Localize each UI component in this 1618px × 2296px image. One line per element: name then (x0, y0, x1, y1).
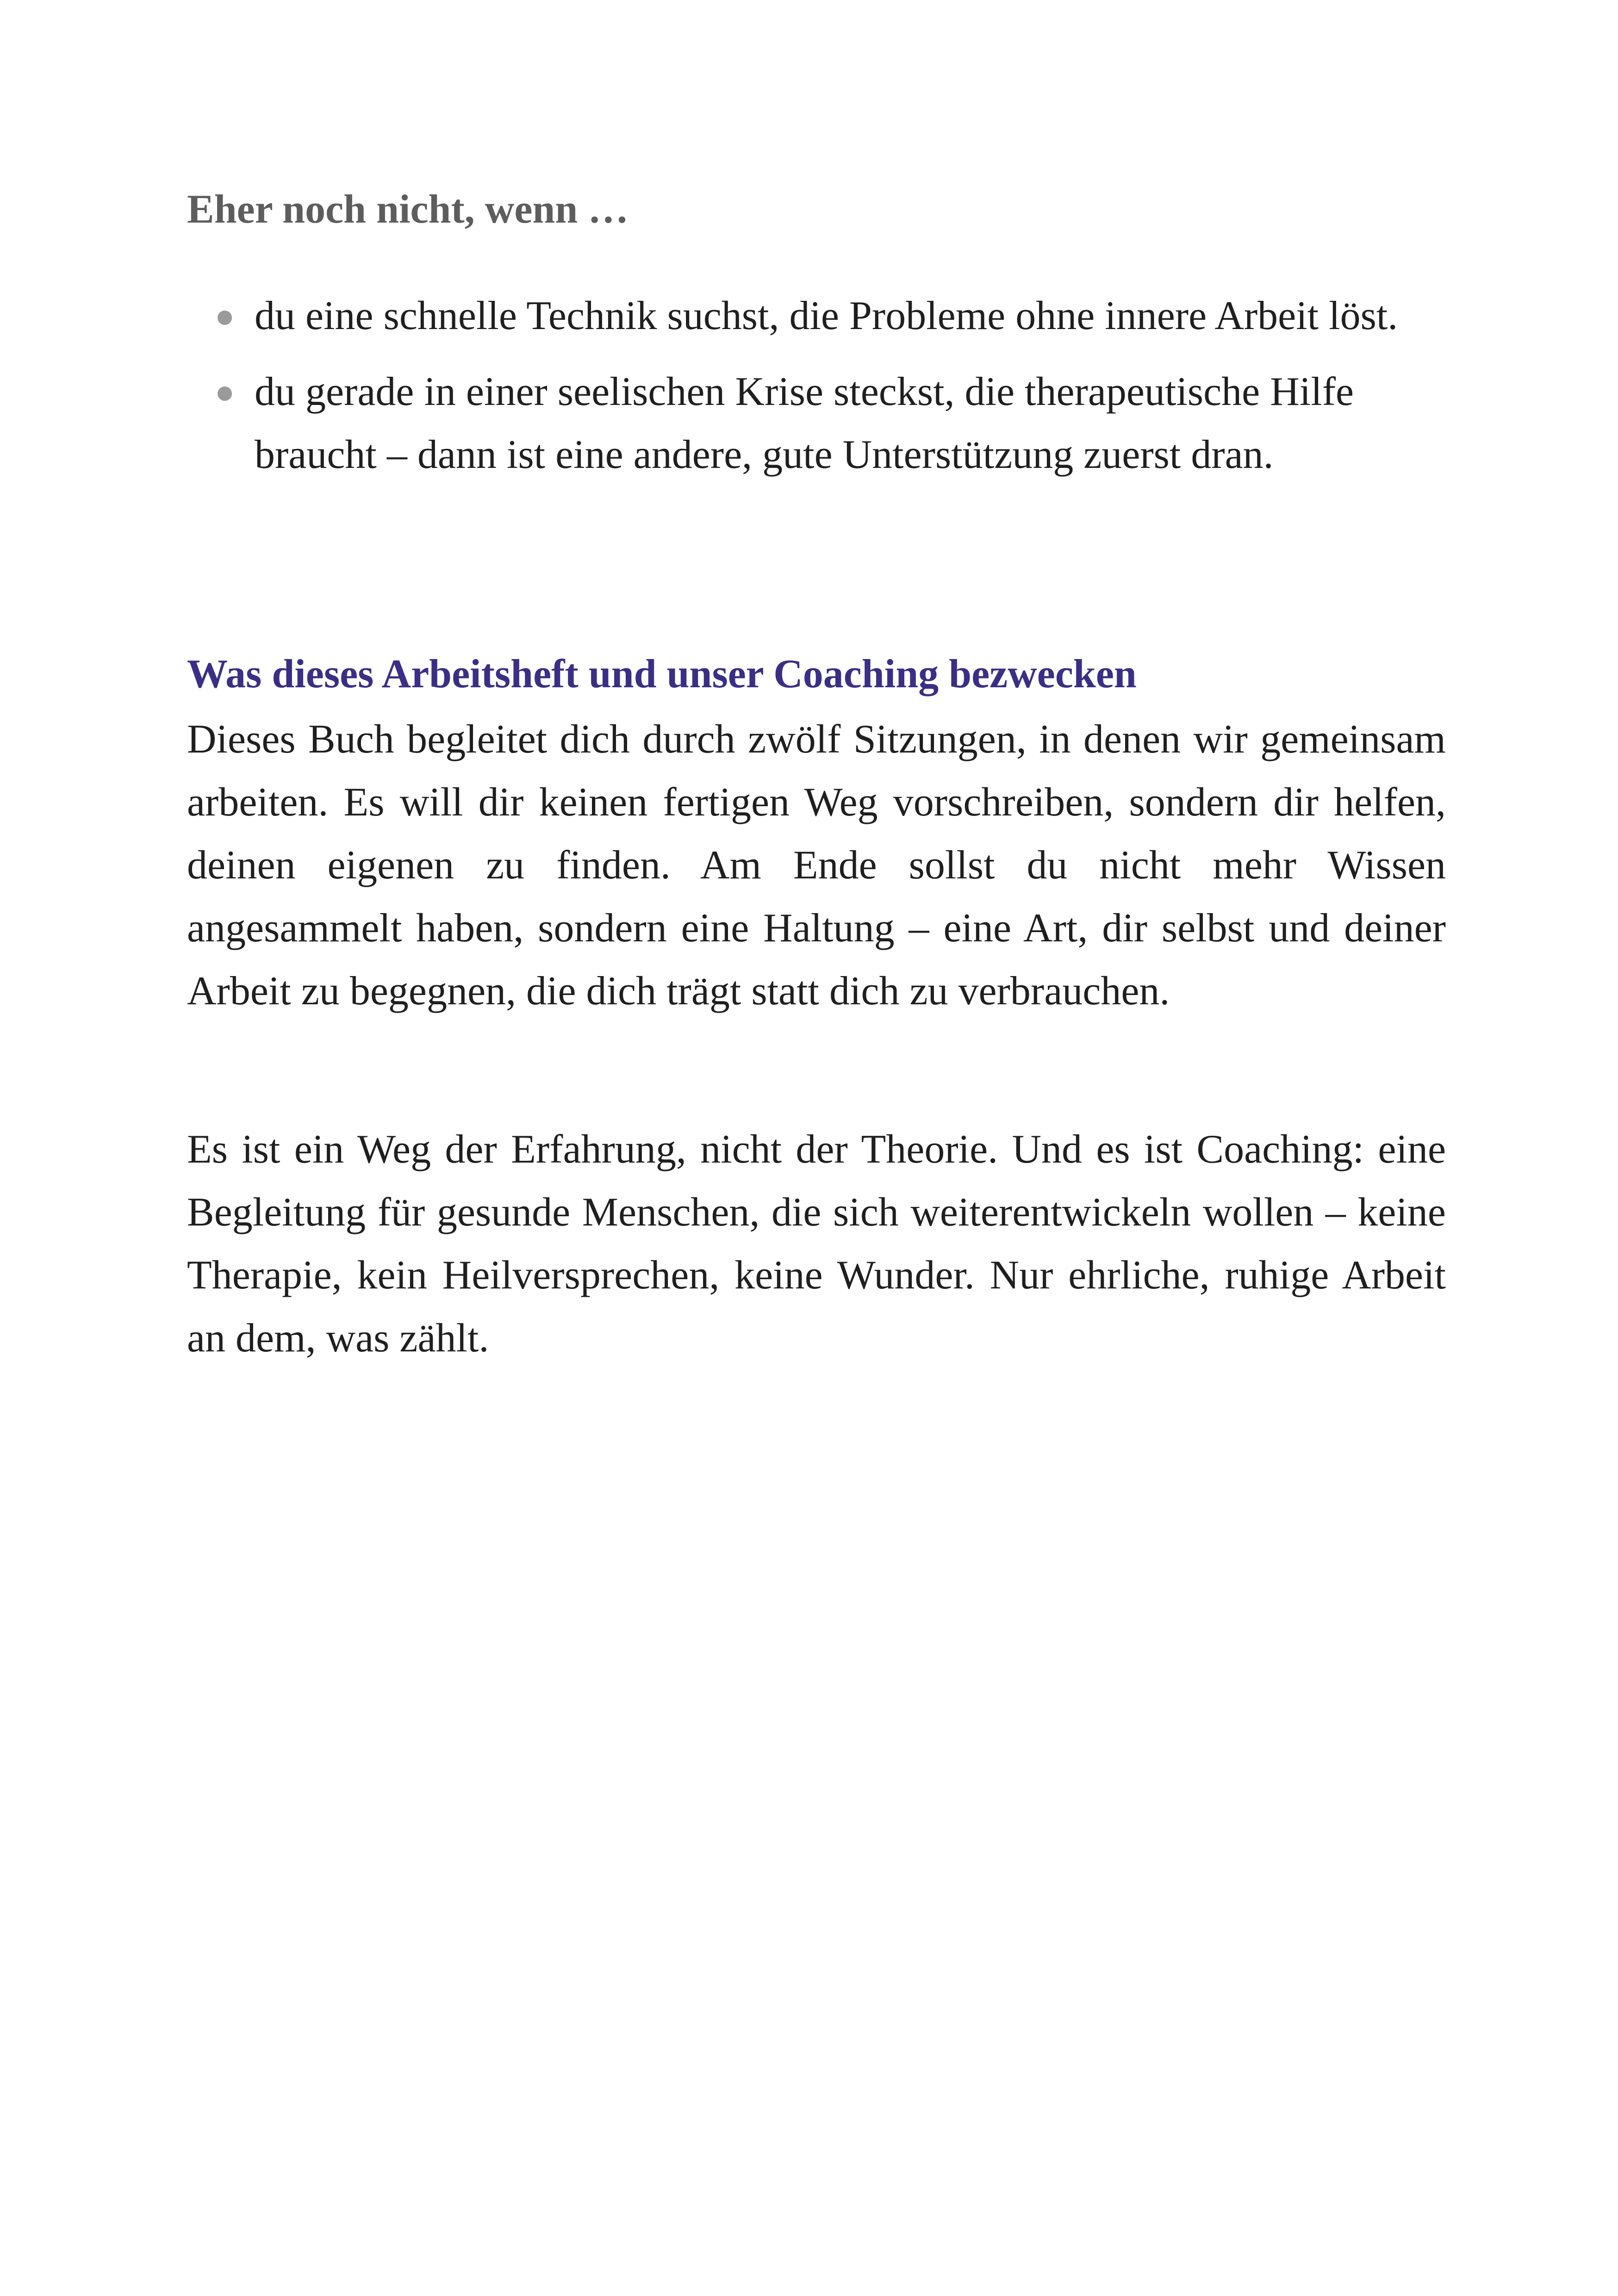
list-item (187, 361, 1446, 486)
body-paragraph: Es ist ein Weg der Erfahrung, nicht der Theorie. Und es ist Coaching: eine Begleitung für gesunde Menschen, die sich weiterentwickeln wollen – keine Therapie, kein Heilversprechen, keine Wunder. Nur ehrliche, ruhige Arbeit an dem, was zählt. (187, 1127, 1446, 1361)
bullet-list (187, 285, 1446, 499)
body-paragraph: Dieses Buch begleitet dich durch zwölf Sitzungen, in denen wir gemeinsam arbeiten. Es will dir keinen fertigen Weg vorschreiben, sondern dir helfen, deinen eigenen zu finden. Am Ende sollst du nicht mehr Wissen angesammelt haben, sondern eine Haltung – eine Art, dir selbst und deiner Arbeit zu begegnen, die dich trägt statt dich zu verbrauchen. (187, 717, 1446, 1014)
bullet-dot-icon: ● (215, 298, 235, 335)
list-item (187, 285, 1446, 348)
section-heading-was-dieses-arbeitsheft: Was dieses Arbeitsheft und unser Coaching bezwecken (187, 652, 1137, 697)
bullet-text: du gerade in einer seelischen Krise steckst, die therapeutische Hilfe braucht – dann ist eine andere, gute Unterstützung zuerst dran. (255, 369, 1354, 477)
bullet-text: du eine schnelle Technik suchst, die Probleme ohne innere Arbeit löst. (255, 293, 1398, 338)
bullet-dot-icon: ● (215, 373, 235, 411)
section-heading-eher-noch-nicht: Eher noch nicht, wenn … (187, 187, 629, 232)
